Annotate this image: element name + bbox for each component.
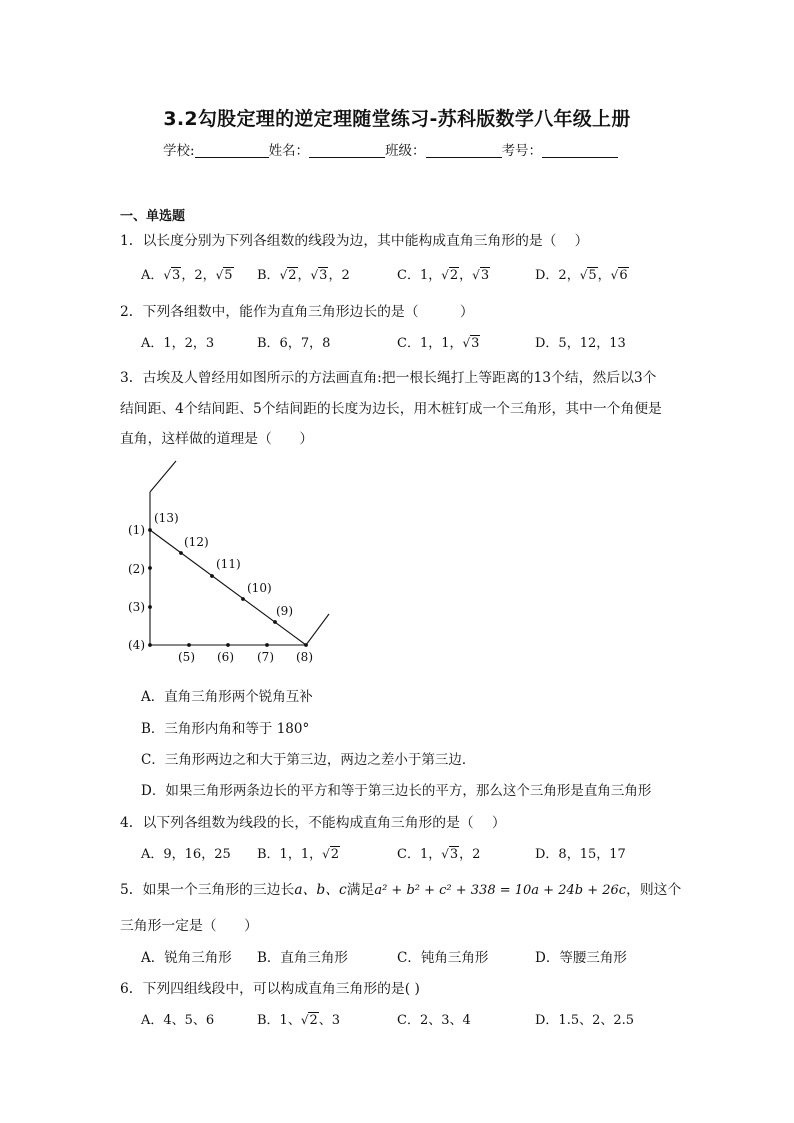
q5-equation: a² + b² + c² + 338 = 10a + 24b + 26c [374, 883, 627, 898]
top-extension [150, 461, 176, 492]
sqrt-icon: √5 [215, 268, 233, 283]
q2-option-b[interactable]: B．6，7，8 [257, 336, 331, 351]
knot-label: (5) [178, 650, 195, 664]
knot-dot [273, 620, 277, 624]
q3-line2: 结间距、4个结间距、5个结间距的长度为边长，用木桩钉成一个三角形，其中一个角便是 [120, 401, 662, 417]
knot-dot [265, 643, 269, 647]
school-label: 学校: [163, 143, 195, 159]
knot-label: (1) [128, 523, 145, 537]
q5-option-a[interactable]: A．锐角三角形 [141, 950, 232, 966]
q6-option-b[interactable]: B．1、√2、3 [257, 1013, 341, 1028]
knot-dot [304, 643, 308, 647]
sqrt-icon: √2 [279, 268, 297, 283]
sqrt-icon: √6 [610, 268, 628, 283]
q4-option-b[interactable]: B．1，1，√2 [257, 847, 340, 862]
sqrt-icon: √3 [472, 268, 490, 283]
knot-label: (11) [216, 557, 241, 571]
exam-no-label: 考号： [501, 143, 543, 159]
knot-dot [148, 605, 152, 609]
section-heading: 一、单选题 [120, 209, 186, 224]
knot-label: (4) [128, 638, 145, 652]
page-title: 3.2勾股定理的逆定理随堂练习-苏科版数学八年级上册 [163, 108, 631, 130]
class-blank[interactable] [426, 142, 502, 158]
knot-dot [241, 597, 245, 601]
q3-option-d[interactable]: D．如果三角形两条边长的平方和等于第三边长的平方，那么这个三角形是直角三角形 [141, 783, 652, 799]
q2-stem: 2．下列各组数中，能作为直角三角形边长的是（ ） [120, 304, 474, 320]
knot-label: (13) [154, 511, 179, 525]
q2-option-c[interactable]: C．1，1，√3 [397, 336, 480, 351]
q4-option-d[interactable]: D．8，15，17 [535, 847, 626, 862]
q4-option-c[interactable]: C．1，√3，2 [397, 847, 481, 862]
sqrt-icon: √2 [322, 847, 340, 862]
info-line [163, 139, 618, 159]
knot-label: (2) [128, 562, 145, 576]
q6-stem: 6．下列四组线段中，可以构成直角三角形的是( ) [120, 981, 420, 997]
sqrt-icon: √2 [300, 1013, 318, 1028]
sqrt-icon: √3 [310, 268, 328, 283]
rope-figure [120, 456, 340, 671]
knot-label: (7) [257, 650, 274, 664]
knot-label: (3) [128, 600, 145, 614]
q1-option-a[interactable]: A．√3，2，√5 [141, 268, 233, 283]
q5-option-b[interactable]: B．直角三角形 [257, 950, 348, 966]
exam-no-blank[interactable] [542, 142, 618, 158]
knot-dot [179, 551, 183, 555]
q6-option-d[interactable]: D．1.5、2、2.5 [535, 1013, 635, 1028]
q3-option-a[interactable]: A．直角三角形两个锐角互补 [141, 689, 313, 705]
q3-option-b[interactable]: B．三角形内角和等于 180° [141, 721, 310, 737]
q6-option-c[interactable]: C．2、3、4 [397, 1013, 471, 1028]
q4-stem: 4．以下列各组数为线段的长，不能构成直角三角形的是（ ） [120, 815, 506, 831]
knot-label: (10) [247, 581, 272, 595]
q1-option-d[interactable]: D．2，√5，√6 [535, 268, 628, 283]
knot-dot [148, 643, 152, 647]
sqrt-icon: √5 [579, 268, 597, 283]
knot-label: (6) [217, 650, 234, 664]
knot-dot [226, 643, 230, 647]
knot-dot [187, 643, 191, 647]
q4-option-a[interactable]: A．9，16，25 [141, 847, 231, 862]
q5-vars: a、b、c [294, 882, 347, 898]
knot-dot [148, 566, 152, 570]
knot-dot [210, 574, 214, 578]
right-extension [306, 614, 329, 645]
q5-line1: 5．如果一个三角形的三边长a、b、c满足a² + b² + c² + 338 = 10a + 24b + 26c，则这个 [120, 882, 682, 898]
name-label: 姓名： [268, 143, 310, 159]
q5-line2: 三角形一定是（ ） [120, 918, 258, 934]
q3-option-c[interactable]: C．三角形两边之和大于第三边，两边之差小于第三边． [141, 752, 476, 768]
q1-stem: 1．以长度分别为下列各组数的线段为边，其中能构成直角三角形的是（ ） [120, 233, 589, 249]
knot-label: (8) [296, 650, 313, 664]
knot-label: (12) [184, 535, 209, 549]
class-label: 班级： [385, 143, 426, 159]
q5-option-c[interactable]: C．钝角三角形 [397, 950, 489, 966]
sqrt-icon: √2 [441, 268, 459, 283]
school-blank[interactable] [195, 142, 269, 158]
q5-option-d[interactable]: D．等腰三角形 [535, 950, 627, 966]
q2-option-a[interactable]: A．1，2，3 [141, 336, 215, 351]
knot-dot [148, 528, 152, 532]
q1-option-b[interactable]: B．√2，√3，2 [257, 268, 350, 283]
name-blank[interactable] [309, 142, 385, 158]
hypotenuse [150, 530, 306, 645]
q1-option-c[interactable]: C．1，√2，√3 [397, 268, 490, 283]
knot-label: (9) [276, 604, 293, 618]
q3-line3: 直角，这样做的道理是（ ） [120, 431, 314, 447]
q2-option-d[interactable]: D．5，12，13 [535, 336, 626, 351]
sqrt-icon: √3 [163, 268, 181, 283]
sqrt-icon: √3 [441, 847, 459, 862]
sqrt-icon: √3 [462, 336, 480, 351]
q3-line1: 3．古埃及人曾经用如图所示的方法画直角:把一根长绳打上等距离的13个结，然后以3个 [120, 370, 657, 386]
q6-option-a[interactable]: A．4、5、6 [141, 1013, 215, 1028]
